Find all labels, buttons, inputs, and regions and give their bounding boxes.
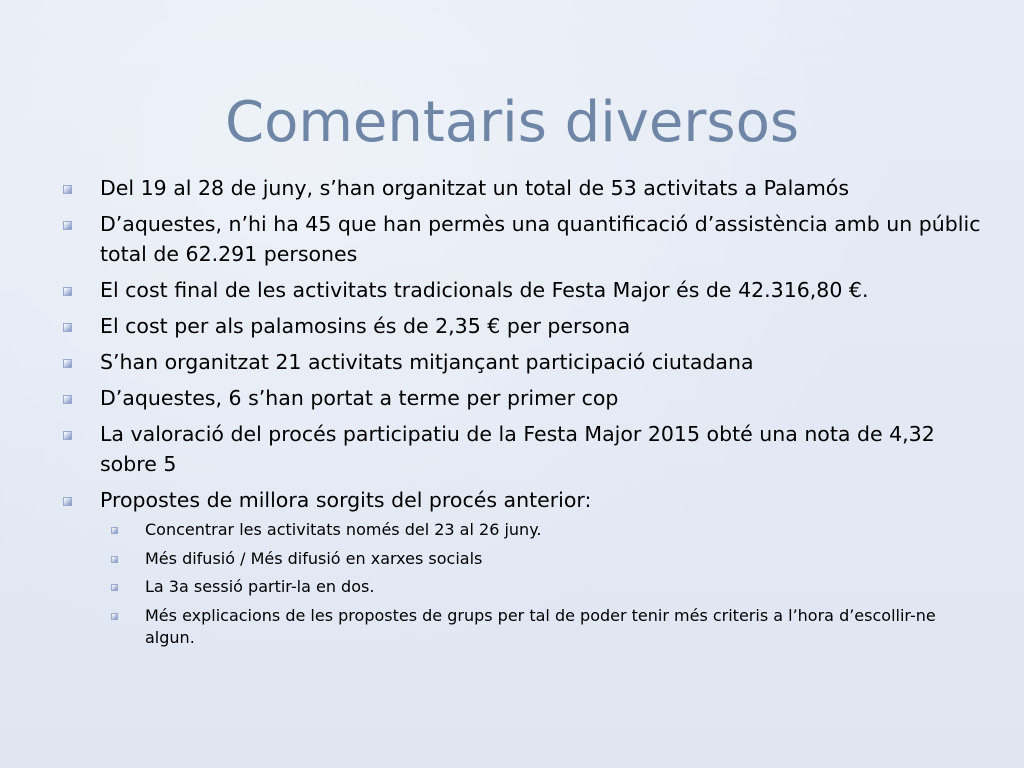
bullet-text: Propostes de millora sorgits del procés anterior:	[100, 488, 592, 512]
bullet-item	[62, 275, 982, 305]
bullet-text: S’han organitzat 21 activitats mitjançant participació ciutadana	[100, 350, 754, 374]
sub-bullet-square-icon	[111, 527, 118, 534]
bullet-square-icon	[63, 323, 72, 332]
sub-bullet-square-icon	[111, 613, 118, 620]
sub-bullet-item	[100, 548, 982, 571]
bullet-text: El cost final de les activitats tradicionals de Festa Major és de 42.316,80 €.	[100, 278, 869, 302]
bullet-square-icon	[63, 359, 72, 368]
bullet-square-icon	[63, 497, 72, 506]
sub-bullet-text: Concentrar les activitats només del 23 al 26 juny.	[145, 520, 542, 539]
bullet-list	[62, 173, 982, 650]
bullet-text: D’aquestes, 6 s’han portat a terme per primer cop	[100, 386, 619, 410]
sub-bullet-item	[100, 519, 982, 542]
bullet-item	[62, 173, 982, 203]
bullet-item-with-subitems	[62, 485, 982, 650]
sub-bullet-square-icon	[111, 556, 118, 563]
bullet-square-icon	[63, 431, 72, 440]
bullet-item	[62, 419, 982, 479]
bullet-text: Del 19 al 28 de juny, s’han organitzat un total de 53 activitats a Palamós	[100, 176, 850, 200]
slide-title: Comentaris diversos	[224, 90, 800, 155]
bullet-square-icon	[63, 287, 72, 296]
sub-bullet-text: Més difusió / Més difusió en xarxes socials	[145, 548, 483, 568]
bullet-text: El cost per als palamosins és de 2,35 € per persona	[100, 314, 631, 338]
sub-bullet-text: La 3a sessió partir-la en dos.	[145, 577, 375, 596]
slide-content	[62, 173, 982, 656]
bullet-square-icon	[63, 185, 72, 194]
bullet-item	[62, 383, 982, 413]
bullet-text: D’aquestes, n’hi ha 45 que han permès una quantificació d’assistència amb un públic total de 62.291 persones	[100, 212, 981, 266]
sub-bullet-square-icon	[111, 584, 118, 591]
sub-bullet-list	[100, 519, 982, 650]
bullet-item	[62, 209, 982, 269]
bullet-item	[62, 347, 982, 377]
sub-bullet-item	[100, 576, 982, 599]
bullet-square-icon	[63, 395, 72, 404]
sub-bullet-text: Més explicacions de les propostes de grups per tal de poder tenir més criteris a l’hora d’escollir-ne algun.	[145, 605, 936, 647]
bullet-item	[62, 311, 982, 341]
bullet-square-icon	[63, 221, 72, 230]
bullet-text: La valoració del procés participatiu de la Festa Major 2015 obté una nota de 4,32 sobre 5	[100, 422, 935, 476]
sub-bullet-item	[100, 605, 982, 650]
